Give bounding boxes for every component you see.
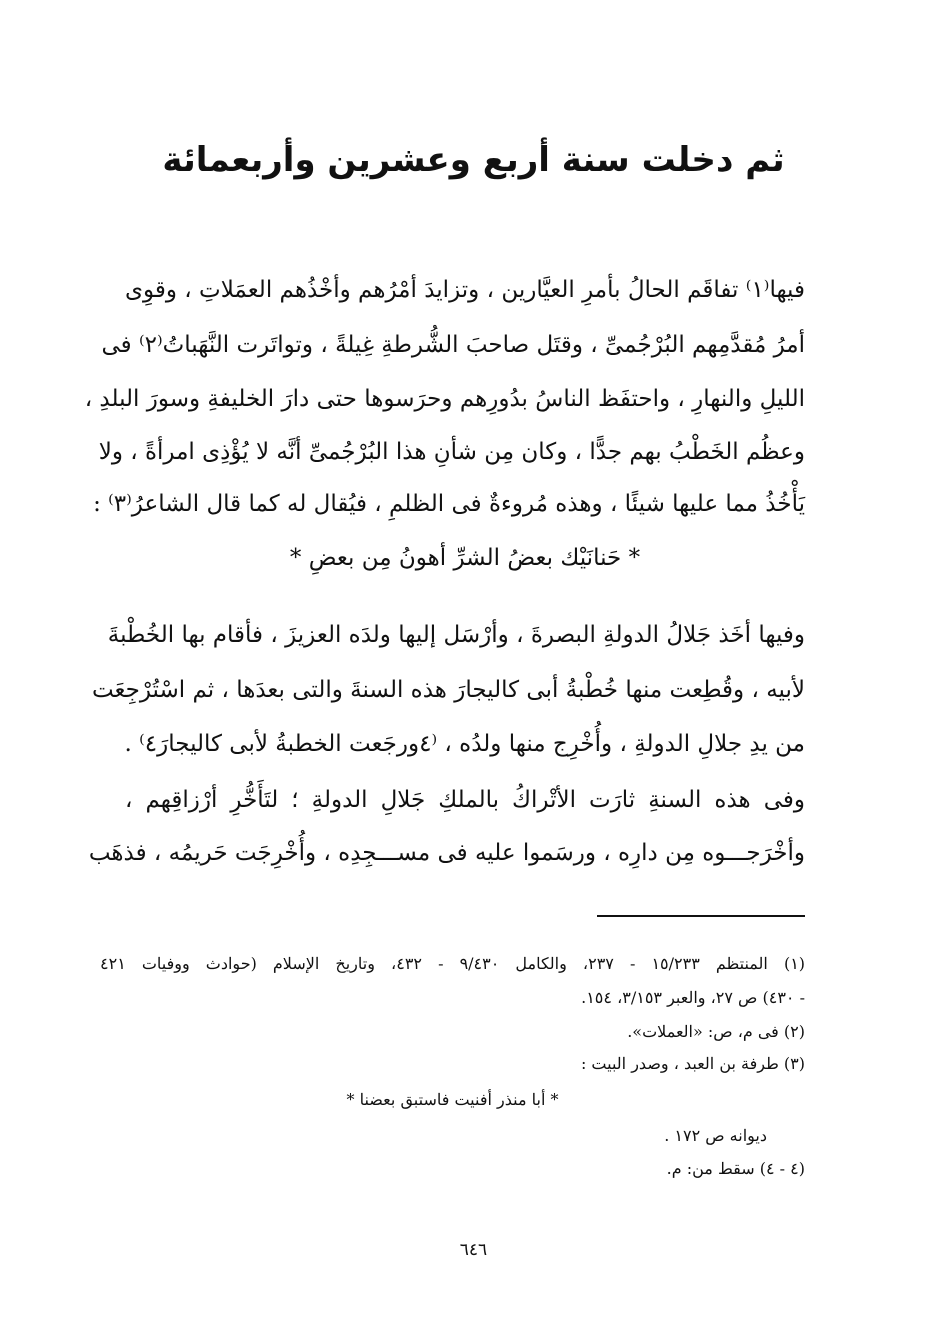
footnote-1: (١) المنتظم ١٥/٢٣٣ - ٢٣٧، والكامل ٩/٤٣٠ - ٤٣٢، وتاريخ الإسلام (حوادث ووفيات ٤٢١ (100, 954, 806, 973)
footnote-4: (٤ - ٤) سقط من: م. (666, 1159, 805, 1178)
paragraph-line: وفى هذه السنةِ ثارَت الأتْراكُ بالملكِ جَلالِ الدولةِ ؛ لتَأَخُّرِ أرْزاقِهم ، (125, 787, 805, 813)
footnote-2: (٢) فى م، ص: «العملات». (627, 1022, 805, 1041)
paragraph-line: وفيها أخَذ جَلالُ الدولةِ البصرةَ ، وأرْسَل إليها ولدَه العزيزَ ، فأقام بها الخُطْبةَ (107, 622, 805, 648)
paragraph-line: أمرُ مُقدَّمِهم البُرْجُمىِّ ، وقتَل صاحبَ الشُّرطةِ غِيلةً ، وتواتَرت النَّهَباتُ⁽٢⁾ فى (101, 332, 805, 358)
paragraph-line: فيها⁽١⁾ تفاقَم الحالُ بأمرِ العيَّارين ، وتزايدَ أمْرُهم وأخْذُهم العمَلاتِ ، وقوِى (125, 277, 805, 303)
paragraph-line: من يدِ جلالِ الدولةِ ، وأُخْرِج منها ولدُه ، ⁽٤ورجَعت الخطبةُ لأبى كاليجارَ٤⁾ . (124, 731, 805, 757)
paragraph-line: لأبيه ، وقُطِعت منها خُطْبةُ أبى كاليجارَ هذه السنةَ والتى بعدَها ، ثم اسْتُرْجِعَت (91, 677, 805, 703)
verse-line: * حَنانَيْك بعضُ الشرِّ أهونُ مِن بعضِ * (289, 545, 641, 571)
paragraph-line: يَأْخُذُ مما عليها شيئًا ، وهذه مُروءةٌ فى الظلمِ ، فيُقال له كما قال الشاعرُ⁽٣⁾ : (93, 491, 805, 517)
footnote-1-continued: - ٤٣٠) ص ٢٧، والعبر ٣/١٥٣، ١٥٤. (581, 988, 805, 1007)
paragraph-line: الليلِ والنهارِ ، واحتفَظ الناسُ بدُورِهم وحرَسوها حتى دارَ الخليفةِ وسورَ البلدِ ، (84, 386, 805, 412)
footnote-3-verse: * أبا منذر أفنيت فاستبق بعضنا * (346, 1090, 559, 1109)
footnote-separator (597, 915, 805, 917)
chapter-heading: ثم دخلت سنة أربع وعشرين وأربعمائة (162, 140, 785, 180)
page-number: ٦٤٦ (459, 1240, 488, 1260)
paragraph-line: وأخْرَجـــوه مِن دارِه ، ورسَموا عليه فى مســـجِدِه ، وأُخْرِجَت حَريمُه ، فذهَب (88, 840, 805, 866)
paragraph-line: وعظُم الخَطْبُ بهم جدًّا ، وكان مِن شأنِ هذا البُرْجُمىِّ أنَّه لا يُؤْذِى امرأةً ، ولا (98, 439, 805, 465)
footnote-3-source: ديوانه ص ١٧٢ . (664, 1126, 767, 1145)
footnote-3: (٣) طرفة بن العبد ، وصدر البيت : (580, 1054, 805, 1073)
